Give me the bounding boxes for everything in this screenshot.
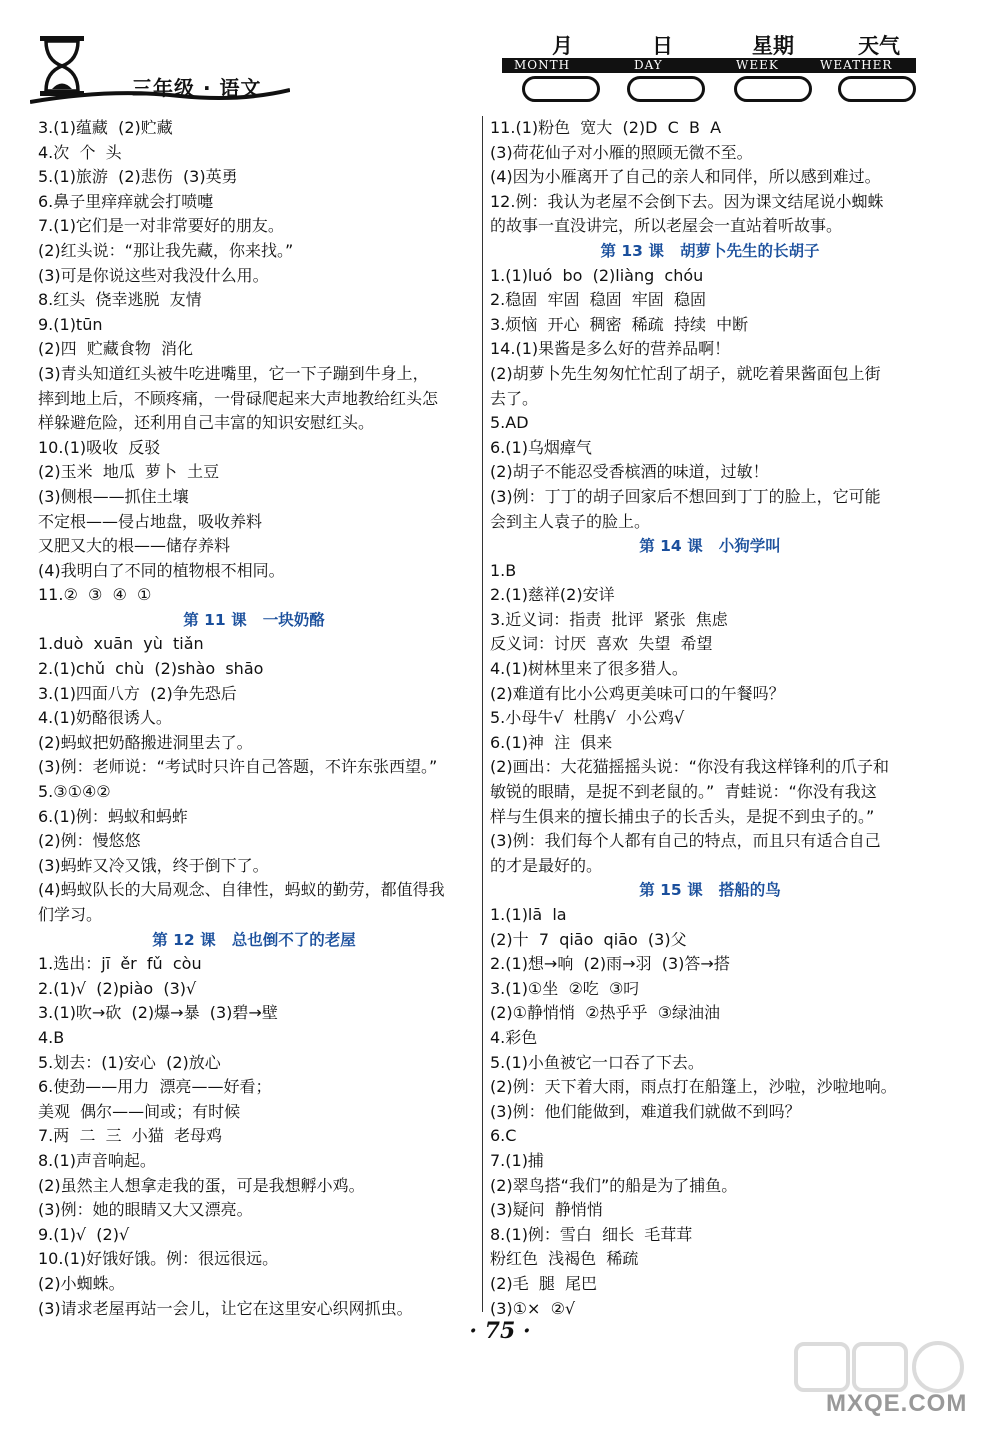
grade-subject-title: 三年级 · 语文: [132, 76, 262, 100]
answer-line: (3)青头知道红头被牛吃进嘴里，它一下子蹦到牛身上，: [38, 363, 429, 383]
answer-line: 9.(1)√ (2)√: [38, 1224, 130, 1244]
answer-column-right: [490, 116, 930, 1321]
answer-line: (2)画出：大花猫摇摇头说：“你没有我这样锋利的爪子和: [490, 757, 889, 777]
answer-line: (2)例：慢悠悠: [38, 831, 141, 851]
answer-line: 摔到地上后，不顾疼痛，一骨碌爬起来大声地教给红头怎: [38, 388, 439, 408]
answer-line: 5.(1)旅游 (2)悲伤 (3)英勇: [38, 167, 238, 187]
watermark-text: MXQE.COM: [826, 1390, 968, 1417]
answer-line: 2.(1)想→响 (2)雨→羽 (3)答→搭: [490, 954, 730, 974]
lesson-heading: 第 14 课 小狗学叫: [639, 537, 781, 556]
answer-line: 会到主人袁子的脸上。: [490, 511, 651, 531]
answer-line: (2)玉米 地瓜 萝卜 土豆: [38, 462, 220, 482]
answer-line: 3.(1)蕴藏 (2)贮藏: [38, 118, 173, 137]
answer-line: (2)例：天下着大雨，雨点打在船篷上，沙啦，沙啦地响。: [490, 1077, 897, 1097]
page-number: · 75 ·: [469, 1318, 531, 1344]
week-label: 星期: [752, 34, 794, 58]
answer-line: (2)四 贮藏食物 消化: [38, 339, 194, 359]
answer-line: (2)红头说：“那让我先藏，你来找。”: [38, 240, 294, 260]
answer-line: (2)难道有比小公鸡更美味可口的午餐吗？: [490, 683, 785, 703]
answer-line: 反义词：讨厌 喜欢 失望 希望: [490, 634, 713, 654]
answer-line: 1.(1)lā la: [490, 905, 567, 924]
column-divider: [482, 116, 483, 1312]
date-bar-month: MONTH: [514, 58, 571, 72]
answer-line: 的才是最好的。: [490, 855, 603, 875]
answer-line: (3)蚂蚱又冷又饿，终于倒下了。: [38, 855, 269, 875]
answer-line: (2)翠鸟搭“我们”的船是为了捕鱼。: [490, 1175, 738, 1195]
answer-line: (4)我明白了不同的植物根不相同。: [38, 560, 285, 580]
answer-line: 5.划去：(1)安心 (2)放心: [38, 1052, 221, 1072]
answer-line: 5.小母牛√ 杜鹃√ 小公鸡√: [490, 708, 685, 728]
answer-line: 4.B: [38, 1027, 65, 1047]
date-bar-week: WEEK: [736, 58, 779, 72]
date-bar-day: DAY: [634, 58, 663, 72]
answer-line: 不定根——侵占地盘，吸收养料: [38, 511, 263, 531]
weather-label: 天气: [858, 34, 900, 58]
answer-line: (3)例：她的眼睛又大又漂亮。: [38, 1200, 253, 1220]
answer-line: 3.近义词：指责 批评 紧张 焦虑: [490, 609, 728, 629]
lesson-heading: 第 11 课 一块奶酪: [183, 610, 325, 629]
answer-line: (3)例：老师说：“考试时只许自己答题，不许东张西望。”: [38, 757, 438, 777]
answer-line: 们学习。: [38, 905, 103, 924]
answer-line: 1.选出：jī ěr fǔ còu: [38, 954, 202, 974]
answer-line: 9.(1)tūn: [38, 314, 103, 334]
answer-line: 5.③①④②: [38, 782, 111, 802]
answer-line: 10.(1)好饿好饿。例：很远很远。: [38, 1249, 279, 1269]
month-label: 月: [552, 34, 573, 58]
week-box: [734, 76, 812, 102]
answer-line: 1.duò xuān yù tiǎn: [38, 634, 204, 654]
answer-line: 2.(1)√ (2)piào (3)√: [38, 978, 197, 998]
answer-line: 6.鼻子里痒痒就会打喷嚏: [38, 191, 214, 211]
answer-line: 的故事一直没讲完，所以老屋会一直站着听故事。: [490, 216, 843, 236]
answer-line: 8.红头 侥幸逃脱 友情: [38, 290, 202, 310]
answer-line: 1.(1)luó bo (2)liàng chóu: [490, 265, 704, 285]
answer-line: (3)例：他们能做到，难道我们就做不到吗？: [490, 1101, 801, 1121]
answer-line: 8.(1)例：雪白 细长 毛茸茸: [490, 1224, 693, 1244]
day-label: 日: [652, 34, 673, 58]
lesson-heading: 第 13 课 胡萝卜先生的长胡子: [600, 241, 820, 260]
answer-line: 6.(1)乌烟瘴气: [490, 437, 592, 457]
answer-line: (2)胡萝卜先生匆匆忙忙刮了胡子，就吃着果酱面包上街: [490, 363, 881, 383]
answer-line: 4.次 个 头: [38, 142, 122, 162]
answer-line: (2)小蜘蛛。: [38, 1273, 125, 1293]
answer-line: (2)胡子不能忍受香槟酒的味道，过敏！: [490, 462, 769, 482]
answer-line: 7.(1)它们是一对非常要好的朋友。: [38, 216, 284, 236]
answer-line: 1.B: [490, 560, 517, 580]
date-bar-weather: WEATHER: [820, 58, 893, 72]
answer-line: 10.(1)吸收 反驳: [38, 437, 161, 457]
answer-line: 6.(1)神 注 俱来: [490, 732, 613, 752]
answer-line: 2.(1)慈祥(2)安详: [490, 585, 615, 605]
date-banner: [502, 58, 916, 73]
answer-line: 去了。: [490, 388, 539, 408]
answer-line: (2)①静悄悄 ②热乎乎 ③绿油油: [490, 1003, 721, 1023]
answer-column-left: [38, 116, 470, 1321]
answer-line: 7.两 二 三 小猫 老母鸡: [38, 1126, 222, 1146]
answer-line: 3.(1)①坐 ②吃 ③叼: [490, 978, 640, 998]
answer-line: 12.例：我认为老屋不会倒下去。因为课文结尾说小蜘蛛: [490, 191, 884, 211]
month-box: [522, 76, 600, 102]
answer-line: 又肥又大的根——储存养料: [38, 536, 231, 556]
answer-line: (3)可是你说这些对我没什么用。: [38, 265, 269, 285]
answer-line: 4.彩色: [490, 1027, 538, 1047]
answer-line: 样躲避危险，还利用自己丰富的知识安慰红头。: [38, 413, 375, 433]
answer-line: (3)荷花仙子对小雁的照顾无微不至。: [490, 142, 753, 162]
answer-line: (3)疑问 静悄悄: [490, 1200, 603, 1220]
answer-line: 8.(1)声音响起。: [38, 1150, 156, 1170]
answer-line: (3)请求老屋再站一会儿，让它在这里安心织网抓虫。: [38, 1298, 413, 1318]
answer-line: (3)①× ②√: [490, 1298, 576, 1318]
answer-line: 3.(1)吹→砍 (2)爆→暴 (3)碧→壁: [38, 1003, 278, 1023]
answer-line: 11.② ③ ④ ①: [38, 585, 152, 605]
answer-line: (3)例：丁丁的胡子回家后不想回到丁丁的脸上，它可能: [490, 486, 881, 506]
weather-box: [838, 76, 916, 102]
lesson-heading: 第 15 课 搭船的鸟: [639, 881, 781, 900]
answer-line: (4)蚂蚁队长的大局观念、自律性，蚂蚁的勤劳，都值得我: [38, 880, 445, 900]
answer-line: 3.(1)四面八方 (2)争先恐后: [38, 683, 237, 703]
answer-line: 6.使劲——用力 漂亮——好看；: [38, 1077, 272, 1097]
answer-line: (4)因为小雁离开了自己的亲人和同伴，所以感到难过。: [490, 167, 881, 187]
answer-line: 样与生俱来的擅长捕虫子的长舌头，是捉不到虫子的。”: [490, 806, 875, 826]
answer-line: 2.稳固 牢固 稳固 牢固 稳固: [490, 290, 706, 310]
answer-line: 6.C: [490, 1126, 517, 1146]
answer-line: 14.(1)果酱是多么好的营养品啊！: [490, 339, 731, 359]
answer-line: 4.(1)树林里来了很多猎人。: [490, 659, 688, 679]
answer-line: 4.(1)奶酪很诱人。: [38, 708, 172, 728]
answer-line: (2)十 7 qiāo qiāo (3)父: [490, 929, 687, 949]
answer-line: 2.(1)chǔ chù (2)shào shāo: [38, 659, 264, 679]
answer-line: 敏锐的眼睛，是捉不到老鼠的。” 青蛙说：“你没有我这: [490, 782, 877, 802]
answer-line: 粉红色 浅褐色 稀疏: [490, 1249, 639, 1269]
answer-line: 6.(1)例：蚂蚁和蚂蚱: [38, 806, 188, 826]
answer-line: (2)蚂蚁把奶酪搬进洞里去了。: [38, 732, 253, 752]
page-header: [0, 0, 1000, 112]
day-box: [627, 76, 705, 102]
answer-line: 7.(1)捕: [490, 1150, 544, 1170]
answer-line: 3.烦恼 开心 稠密 稀疏 持续 中断: [490, 314, 749, 334]
answer-line: 5.(1)小鱼被它一口吞了下去。: [490, 1052, 704, 1072]
lesson-heading: 第 12 课 总也倒不了的老屋: [152, 930, 356, 949]
answer-line: 5.AD: [490, 413, 529, 433]
answer-line: 美观 偶尔——间或；有时候: [38, 1101, 241, 1121]
answer-line: (2)毛 腿 尾巴: [490, 1273, 598, 1293]
answer-line: (3)例：我们每个人都有自己的特点，而且只有适合自己: [490, 831, 881, 851]
answer-line: (3)侧根——抓住土壤: [38, 486, 189, 506]
answer-line: (2)虽然主人想拿走我的蛋，可是我想孵小鸡。: [38, 1175, 365, 1195]
answer-line: 11.(1)粉色 宽大 (2)D C B A: [490, 118, 722, 137]
